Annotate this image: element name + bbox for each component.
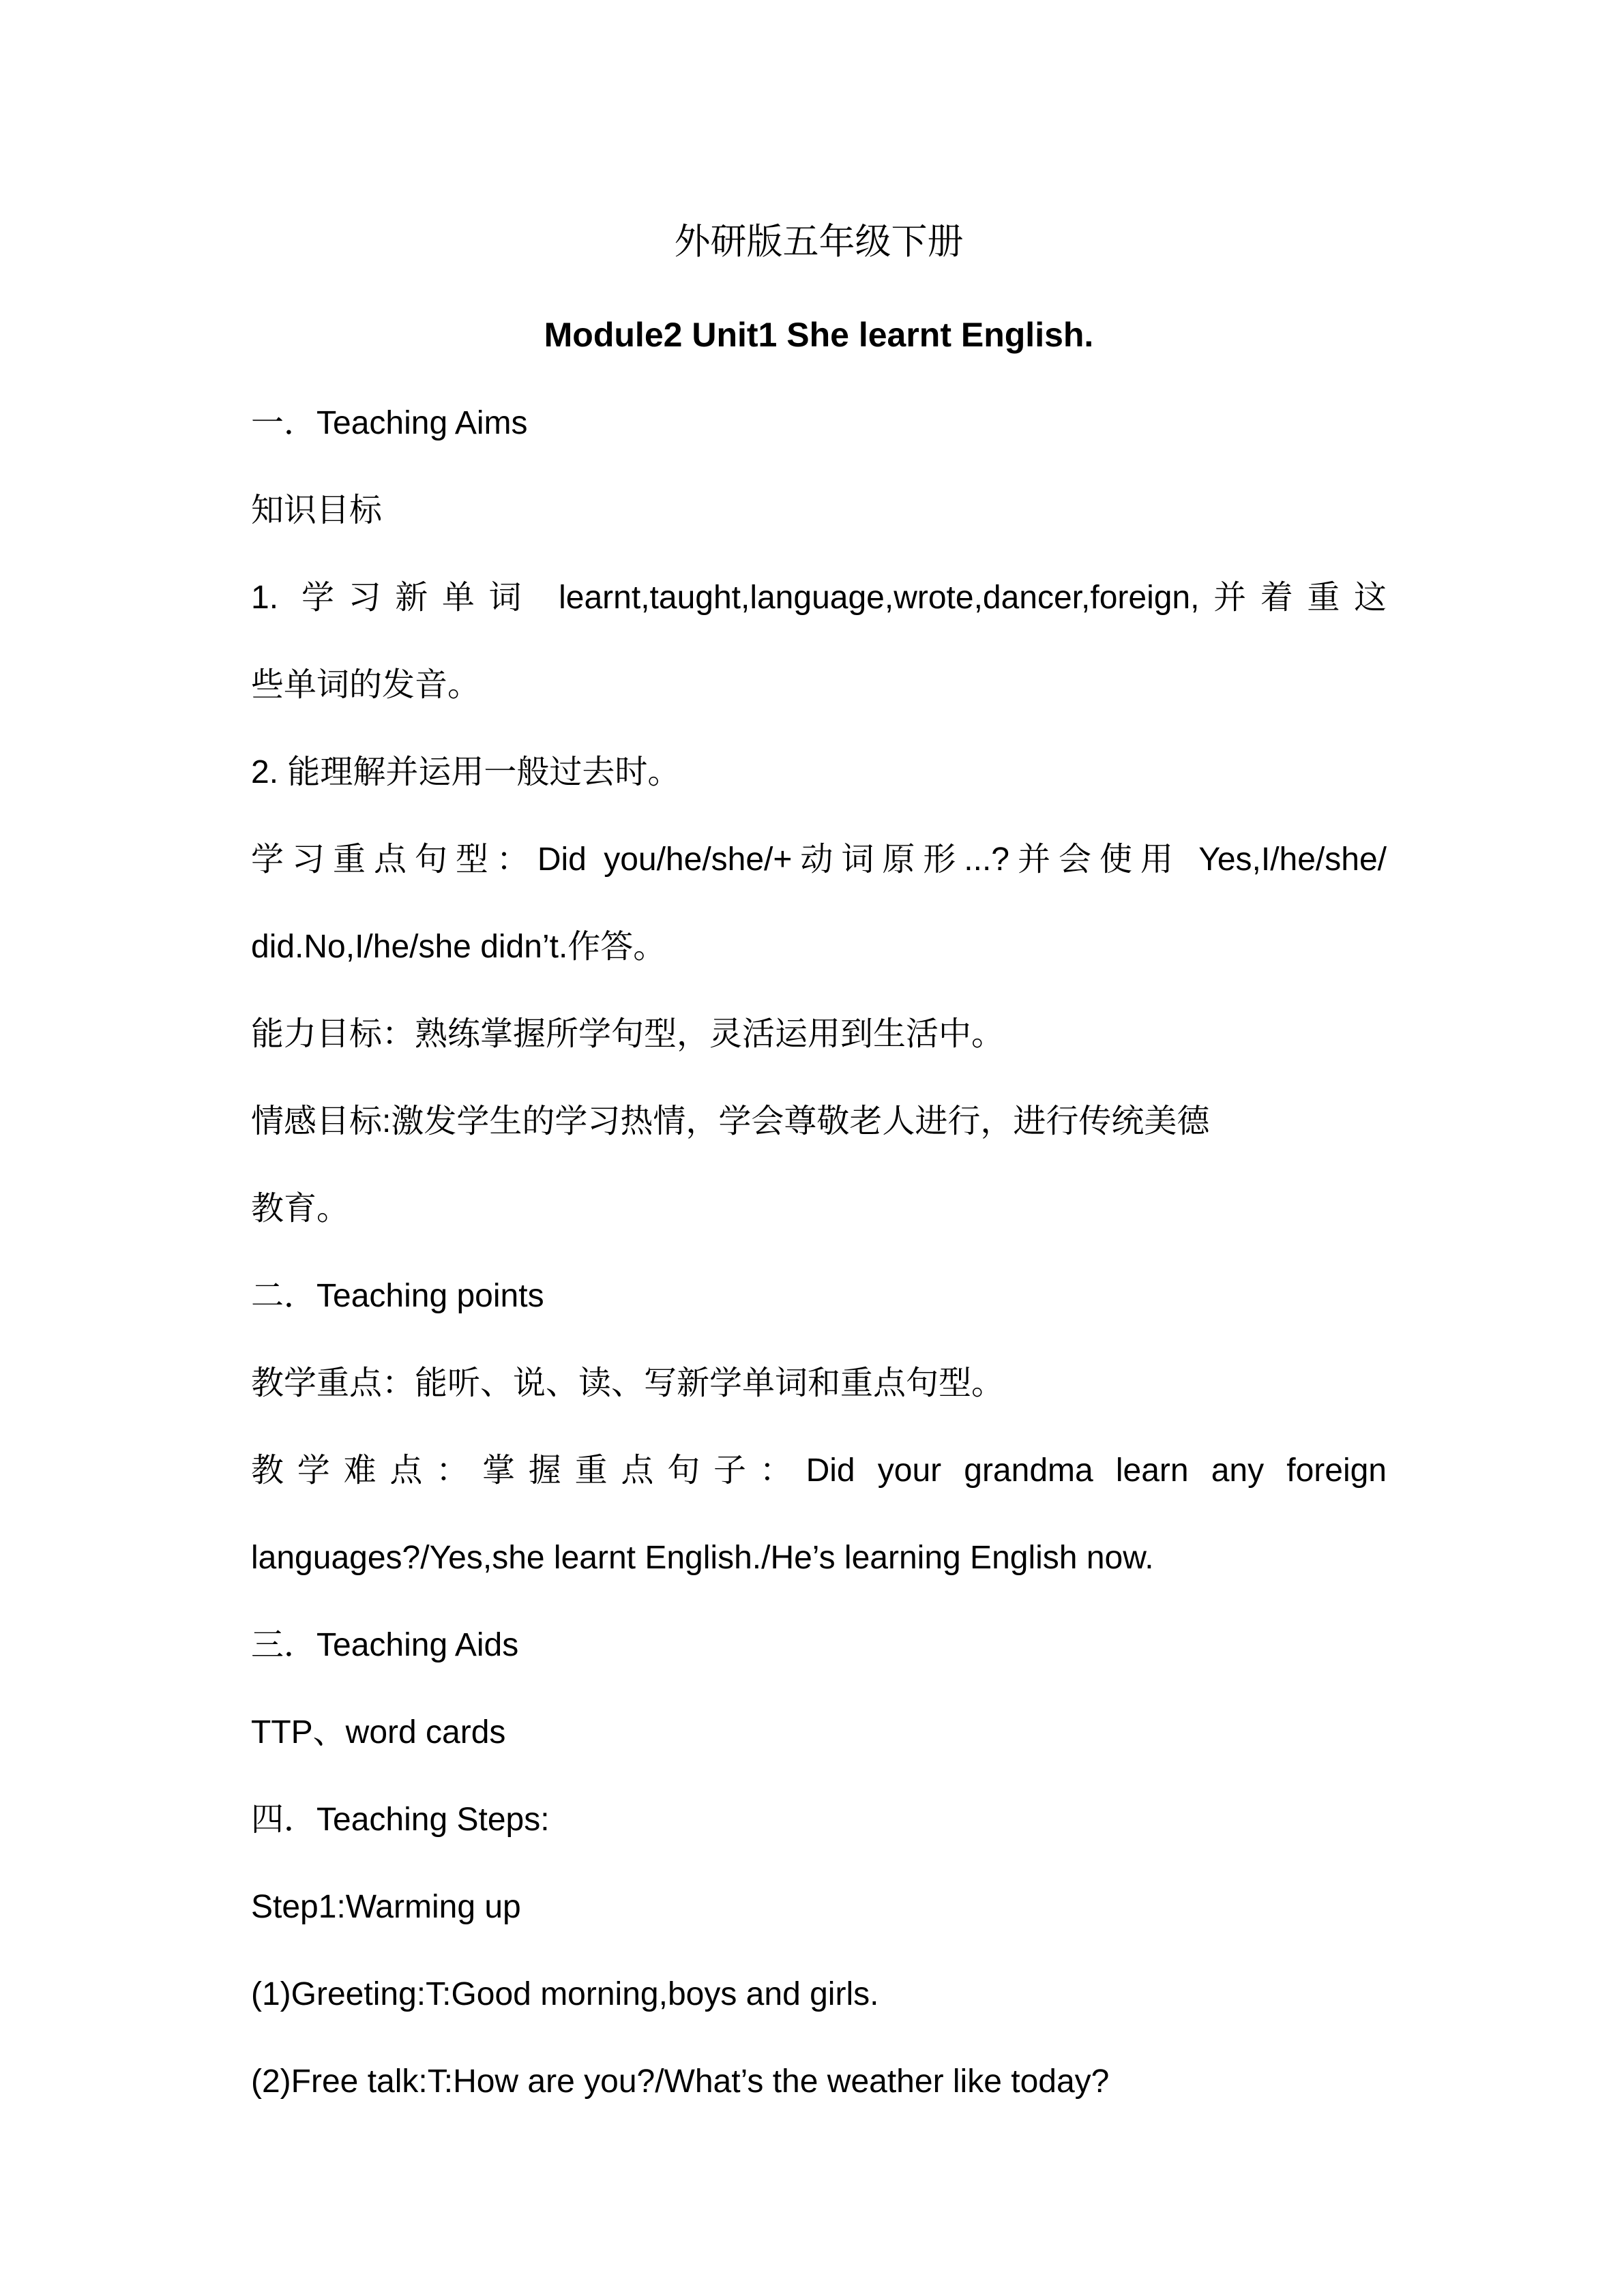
text-line: 情感目标:激发学生的学习热情，学会尊敬老人进行，进行传统美德 bbox=[251, 1103, 1210, 1139]
text-line: 一．Teaching Aims bbox=[251, 405, 528, 441]
text-line: 学习重点句型：Did you/he/she/+动词原形...?并会使用 Yes,I/he/she/ bbox=[251, 841, 1387, 878]
text-line: 教学难点：掌握重点句子：Did your grandma learn any foreign bbox=[251, 1452, 1387, 1489]
text-line: 四．Teaching Steps: bbox=[251, 1802, 550, 1838]
text-line: (1)Greeting:T:Good morning,boys and girls. bbox=[251, 1976, 879, 2012]
text-line: 些单词的发音。 bbox=[251, 667, 481, 703]
text-line: 二．Teaching points bbox=[251, 1278, 544, 1314]
doc-title: 外研版五年级下册 bbox=[674, 222, 964, 262]
doc-subtitle: Module2 Unit1 She learnt English. bbox=[544, 316, 1094, 354]
text-line: Step1:Warming up bbox=[251, 1889, 521, 1925]
text-line: 能力目标：熟练掌握所学句型，灵活运用到生活中。 bbox=[251, 1016, 1005, 1052]
text-line: 2. 能理解并运用一般过去时。 bbox=[251, 754, 681, 790]
text-line: 教学重点：能听、说、读、写新学单词和重点句型。 bbox=[251, 1365, 1005, 1401]
text-line: (2)Free talk:T:How are you?/What’s the weather like today? bbox=[251, 2063, 1110, 2100]
text-line: 三．Teaching Aids bbox=[251, 1627, 519, 1663]
text-line: did.No,I/he/she didn’t.作答。 bbox=[251, 929, 666, 965]
text-line: 知识目标 bbox=[251, 492, 383, 528]
text-line: languages?/Yes,she learnt English./He’s learning English now. bbox=[251, 1540, 1154, 1576]
text-line: 1. 学习新单词 learnt,taught,language,wrote,dancer,foreign,并着重这 bbox=[251, 580, 1387, 616]
text-line: 教育。 bbox=[251, 1191, 350, 1227]
text-line: TTP、word cards bbox=[251, 1714, 506, 1750]
